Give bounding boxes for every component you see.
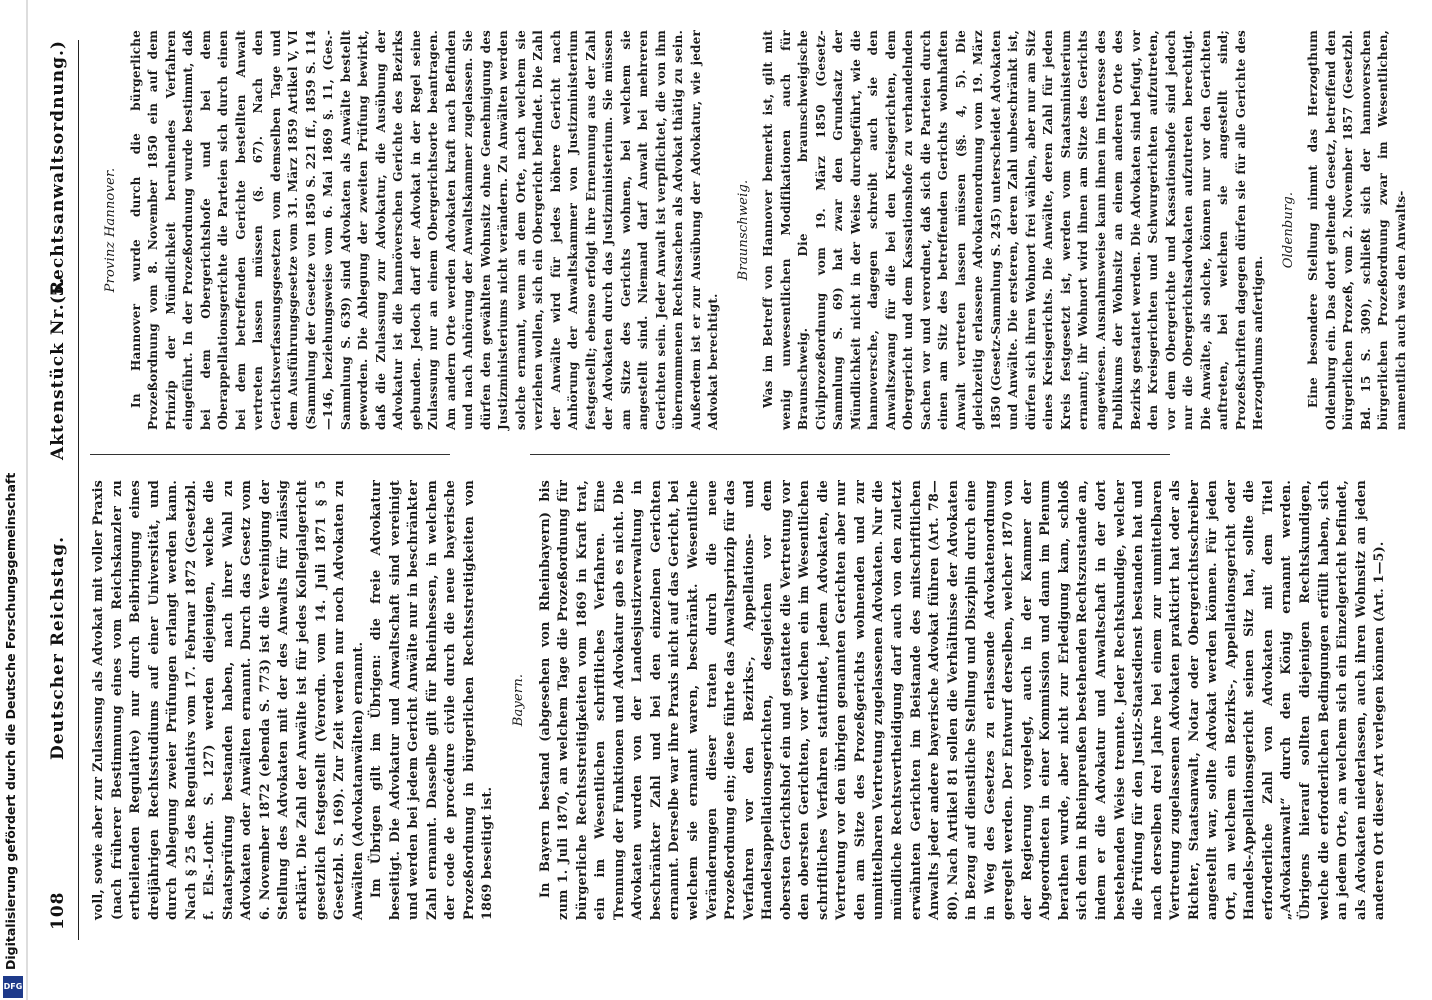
section-heading-oldenburg: Oldenburg. — [1280, 191, 1296, 269]
digitization-credit-sidebar — [0, 0, 26, 1000]
page-content — [30, 0, 1432, 1000]
scan-edge — [26, 0, 28, 1000]
page-title: Deutscher Reichstag. — [48, 535, 68, 760]
right-column — [90, 30, 1410, 430]
section-topic: (Rechtsanwaltsordnung.) — [48, 40, 68, 305]
column-divider — [90, 454, 450, 455]
page-number: 108 — [48, 891, 68, 930]
section-heading-bayern: Bayern. — [511, 673, 527, 727]
running-head — [48, 40, 74, 930]
paragraph: voll, sowie aber zur Zulassung als Advokat mit voller Praxis (nach früherer Bestimmung eines vom Reichskanzler zu ertheilenden Regulative) nur durch Beibringung eines dreijährigen Rechtsstudiums auf einer Universität, und durch Ablegung zweier Prüfungen erlangt werden kann. Nach § 25 des Regulativs vom 17. Februar 1872 (Gesetzbl. f. Els.-Lothr. S. 127) werden diejenigen, welche die Staatsprüfung bestanden haben, nach ihrer Wahl zu Advokaten oder Anwälten ernannt. Durch das Gesetz vom 6. November 1872 (ebenda S. 773) ist die Vereinigung der Stellung des Advokaten mit der des Anwalts für zulässig erklärt. Die Zahl der Anwälte ist für jedes Kollegialgericht gesetzlich festgestellt (Verordn. vom 14. Juli 1871 § 5 Gesetzbl. S. 169). Zur Zeit werden nur noch Advokaten zu Anwälten (Advokatanwälten) ernannt. — [91, 480, 366, 920]
left-column — [90, 480, 1390, 920]
paragraph: In Hannover wurde durch die bürgerliche Prozeßordnung vom 8. November 1850 ein auf dem Prinzip der Mündlichkeit beruhendes Verfahren eingeführt. In der Prozeßordnung wurde bestimmt, daß bei dem Obergerichtshofe und bei dem Oberappellationsgerichte die Parteien sich durch einen bei dem betreffenden Gerichte bestellten Anwalt vertreten lassen müssen (§. 67). Nach den Gerichtsverfassungsgesetzen vom demselben Tage und dem Ausführungsgesetze vom 31. März 1859 Artikel V, VI (Sammlung der Gesetze von 1850 S. 221 ff., 1859 S. 114—146, beziehungsweise vom 6. Mai 1869 §. 11, (Ges.-Sammlung S. 639) sind Advokaten als Anwälte bestellt geworden. Die Ablegung der zweiten Prüfung bewirkt, daß die Zulassung zur Advokatur, die Ausübung der Advokatur ist die hannöverschen Gerichte des Bezirks gebunden. Jedoch darf der Advokat in der Regel seine Zulassung nur an einem Obergerichtsorte beantragen. Am andern Orte werden Advokaten kraft nach Befinden und nach Anhörung der Anwaltskammer zugelassen. Sie dürfen den gewählten Wohnsitz ohne Genehmigung des Justizministeriums nicht verändern. Zu Anwälten werden solche ernannt, wenn an dem Orte, nach welchem sie verziehen wollen, sich ein Obergericht befindet. Die Zahl der Anwälte wird für jedes höhere Gericht nach Anhörung der Anwaltskammer von Justizministerium festgestellt; ebenso erfolgt ihre Ernennung aus der Zahl der Advokaten durch das Justizministerium. Sie müssen am Sitze des Gerichts wohnen, bei welchem sie angestellt sind. Niemand darf Anwalt bei mehreren Gerichten sein. Jeder Anwalt ist verpflichtet, die von ihm übernommenen Rechtssachen als Advokat thätig zu sein. Außerdem ist er zur Ausübung der Advokatur, wie jeder Advokat berechtigt. — [128, 30, 720, 430]
section-heading-braunschweig: Braunschweig. — [735, 179, 751, 281]
dfg-logo-icon: DFG — [3, 976, 23, 998]
section-number: Aktenstück Nr. 5. — [48, 276, 68, 460]
paragraph: In Bayern bestand (abgesehen von Rheinbayern) bis zum 1. Juli 1870, an welchem Tage die Prozeßordnung für bürgerliche Rechtsstreitigkeiten vom 1869 in Kraft trat, ein im Wesentlichen schriftliches Verfahren. Eine Trennung der Funktionen und Advokatur gab es nicht. Die Advokaten wurden von der Landesjustizverwaltung in beschränkter Zahl und bei den einzelnen Gerichten ernannt. Derselbe war ihre Praxis nicht auf das Gericht, bei welchem sie ernannt waren, beschränkt. Wesentliche Veränderungen dieser traten durch die neue Prozeßordnung ein; diese führte das Anwaltsprinzip für das Verfahren vor den Bezirks-, Appellations- und Handelsappellationsgerichten, desgleichen vor dem obersten Gerichtshof ein und gestattete die Vertretung vor den obersten Gerichten, vor welchen ein im Wesentlichen schriftliches Verfahren stattfindet, jedem Advokaten, die Vertretung vor den übrigen genannten Gerichten aber nur den am Sitze des Prozeßgerichts wohnenden und zur unmittelbaren Vertretung zugelassenen Advokaten. Nur die mündliche Rechtsvertheidigung darf auch von den zuletzt erwähnten Gerichten im Beistande des mitschriftlichen Anwalts jeder andere bayerische Advokat führen (Art. 78—80). Nach Artikel 81 sollen die Verhältnisse der Advokaten in Bezug auf dienstliche Stellung und Disziplin durch eine in Weg des Gesetzes zu erlassende Advokatenordnung geregelt werden. Der Entwurf derselben, welcher 1870 von der Regierung vorgelegt, auch in der Kammer der Abgeordneten in einer Kommission und dann im Plenum berathen wurde, aber nicht zur Erledigung kam, schloß sich dem in Rheinpreußen bestehenden Rechtszustande an, indem er die Advokatur und Anwaltschaft in der dort bestehenden Weise trennte. Jeder Rechtskundige, welcher die Prüfung für den Justiz-Staatsdienst bestanden hat und nach derselben drei Jahre bei einem zur unmittelbaren Vertretung zugelassenen Advokaten prakticirt hat oder als Richter, Staatsanwalt, Notar oder Obergerichtsschreiber angestellt war, sollte Advokat werden können. Für jeden Ort, an welchem ein Bezirks-, Appellationsgericht oder Handels-Appellationsgericht seinen Sitz hat, sollte die erforderliche Zahl von Advokaten mit dem Titel „Advokatanwalt“ durch den König ernannt werden. Übrigens hierauf sollten diejenigen Rechtskundigen, welche die erforderlichen Bedingungen erfüllt haben, sich an jedem Orte, an welchem sich ein Einzelgericht befindet, als Advokaten niederlassen, auch ihren Wohnsitz an jeden anderen Ort dieser Art verlegen können (Art. 1—5). — [537, 480, 1388, 920]
rotated-page — [30, 0, 1432, 1000]
digitization-credit-text: Digitalisierung gefördert durch die Deutsche Forschungsgemeinschaft — [3, 472, 18, 970]
header-rule — [78, 40, 79, 940]
paragraph: Im Übrigen gilt im Übrigen: die freie Advokatur beseitigt. Die Advokatur und Anwaltschaft sind vereinigt und werden bei jedem Gericht Anwälte nur in beschränkter Zahl ernannt. Dasselbe gilt für Rheinhessen, in welchem der code de procédure civile durch die neue bayerische Prozeßordnung in bürgerlichen Rechtsstreitigkeiten von 1869 beseitigt ist. — [369, 480, 496, 920]
column-divider — [530, 454, 1170, 455]
section-heading-hannover: Provinz Hannover. — [103, 167, 118, 293]
paragraph: Was im Betreff von Hannover bemerkt ist, gilt mit wenig unwesentlichen Modifikationen auch für Braunschweig. Die braunschweigische Civilprozeßordnung vom 19. März 1850 (Gesetz-Sammlung S. 69) hat zwar den Grundsatz der Mündlichkeit nicht in der Weise durchgeführt, wie die hannoversche, dagegen schreibt auch sie den Anwaltszwang für die bei den Kreisgerichten, dem Obergericht und dem Kassationshofe zu verhandelnden Sachen vor und verordnet, daß sich die Parteien durch einen am Sitz des betreffenden Gerichts wohnhaften Anwalt vertreten lassen müssen (§§. 4, 5). Die gleichzeitig erlassene Advokatenordnung vom 19. März 1850 (Gesetz-Sammlung S. 245) unterscheidet Advokaten und Anwälte. Die ersteren, deren Zahl unbeschränkt ist, dürfen sich ihren Wohnort frei wählen, aber nur am Sitz eines Kreisgerichts. Die Anwälte, deren Zahl für jeden Kreis festgesetzt ist, werden vom Staatsministerium ernannt; ihr Wohnort wird ihnen am Sitze des Gerichts angewiesen. Ausnahmsweise kann ihnen im Interesse des Publikums der Wohnsitz an einem anderen Orte des Bezirks gestattet werden. Die Advokaten sind befugt, vor den Kreisgerichten und Schwurgerichten aufzutreten, vor dem Obergerichte und Kassationshofe sind jedoch nur die Obergerichtsadvokaten aufzutreten berechtigt. Die Anwälte, als solche, können nur vor den Gerichten auftreten, bei welchen sie angestellt sind; Prozeßschriften dagegen dürfen sie für alle Gerichte des Herzogthums anfertigen. — [761, 30, 1265, 430]
paragraph: Eine besondere Stellung nimmt das Herzogthum Oldenburg ein. Das dort geltende Gesetz, betreffend den bürgerlichen Prozeß, vom 2. November 1857 (Gesetzbl. Bd. 15 S. 309), schließt sich der hannoverschen bürgerlichen Prozeßordnung zwar im Wesentlichen, namentlich auch was den Anwalts- — [1306, 30, 1408, 430]
